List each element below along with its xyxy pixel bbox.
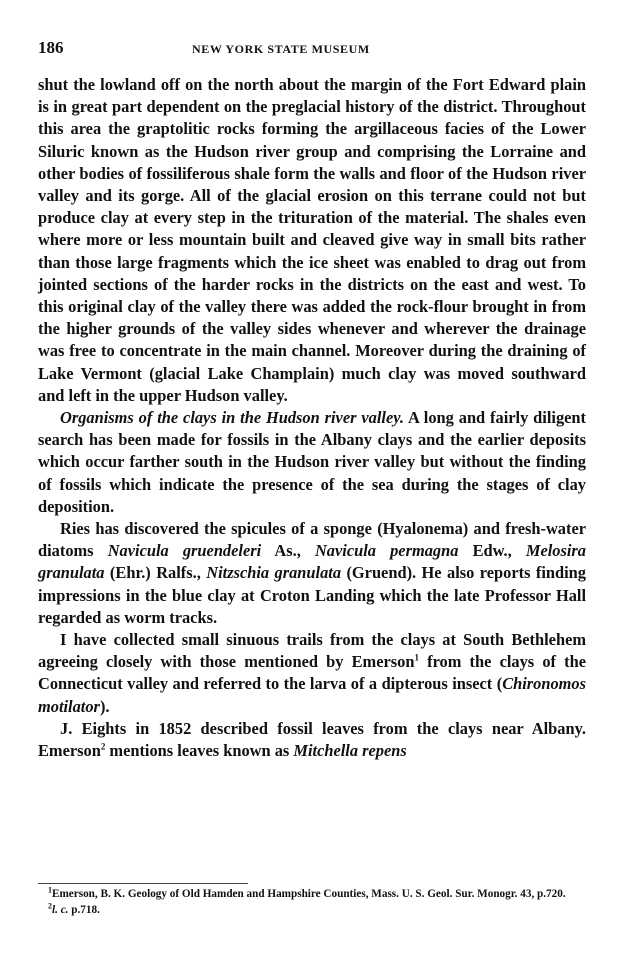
species-name: Navicula gruendeleri — [107, 541, 262, 561]
paragraph-1 — [38, 74, 586, 407]
paragraph-3-text-a: Ries has discovered the spicules of a sponge (Hyalonema) and fresh-water diatoms — [38, 519, 586, 561]
species-name: Melosira granulata — [38, 541, 586, 583]
paragraph-3 — [38, 518, 586, 629]
page-header — [22, 38, 592, 60]
footnote-mark: 1 — [48, 885, 52, 895]
paragraph-1-text: shut the lowland off on the north about the margin of the Fort Edward plain is in great part dependent on the preglacial history of the district. Throughout this area the graptolitic rocks forming the argillaceous facies of the Lower Siluric known as the Hudson river group and comprising the Lorraine and other bodies of fossiliferous shale form the walls and floor of the Hudson river valley and its gorge. All of the glacial erosion on this terrane could not but produce clay at every step in the trituration of the material. The shales even where more or less mountain built and cleaved give way in small bits rather than those large fragments which the ice sheet was enabled to drag out from jointed sections of the harder rocks in the districts on the east and west. To this original clay of the valley there was added the rock-flour brought in from the higher grounds of the valley sides whenever and wherever the drainage was free to concentrate in the main channel. Moreover during the draining of Lake Vermont (glacial Lake Champlain) much clay was moved southward and left in the upper Hudson valley. — [38, 75, 586, 405]
footnotes — [38, 886, 586, 918]
footnote-mark: 2 — [48, 901, 52, 911]
footnote-2-abbrev: l. c. — [52, 904, 69, 916]
footnote-ref: 2 — [100, 741, 106, 752]
species-name: Chironomos motilator — [38, 674, 586, 716]
paragraph-2-text: A long and fairly diligent search has been made for fossils in the Albany clays and the earlier deposits which occur farther south in the Hudson river valley but without the finding of fossils which indicate the presence of the sea during the stages of clay deposition. — [38, 408, 586, 516]
footnote-2 — [38, 902, 586, 918]
paragraph-3-text-c: Edw., — [458, 541, 526, 561]
paragraph-5-text-a: J. Eights in 1852 described fossil leaves from the clays near Albany. Emerson — [38, 718, 586, 761]
footnote-2-text: p.718. — [68, 904, 100, 916]
paragraph-3-text-b: As., — [261, 541, 315, 561]
footnote-1 — [38, 886, 586, 902]
paragraph-3-text-e: (Gruend). He also reports finding impressions in the blue clay at Croton Landing which the late Professor Hall regarded as worm tracks. — [38, 563, 586, 627]
footnote-ref: 1 — [414, 652, 419, 663]
paragraph-3-text-d: (Ehr.) Ralfs., — [104, 563, 207, 583]
species-name: Mitchella repens — [293, 741, 407, 761]
paragraph-5-text-b: mentions leaves known as — [105, 741, 294, 761]
section-heading: Organisms of the clays in the Hudson river valley. — [60, 408, 404, 428]
paragraph-2 — [38, 407, 586, 518]
species-name: Nitzschia granulata — [206, 563, 342, 583]
paragraph-4-text-c: ). — [99, 696, 110, 716]
paragraph-5 — [38, 718, 586, 762]
species-name: Navicula permagna — [314, 541, 459, 561]
paragraph-4-text-b: from the clays of the Connecticut valley and referred to the larva of a dipterous insect ( — [38, 652, 586, 694]
paragraph-4-text-a: I have collected small sinuous trails from the clays at South Bethlehem agreeing closely with those mentioned by Emerson — [38, 630, 586, 672]
footnote-rule — [38, 883, 248, 884]
body-text — [38, 74, 586, 762]
paragraph-4 — [38, 629, 586, 718]
page-number: 186 — [38, 38, 64, 57]
footnote-1-text: Emerson, B. K. Geology of Old Hamden and Hampshire Counties, Mass. U. S. Geol. Sur. Monogr. 43, p.720. — [52, 888, 566, 900]
running-head: NEW YORK STATE MUSEUM — [192, 42, 370, 56]
